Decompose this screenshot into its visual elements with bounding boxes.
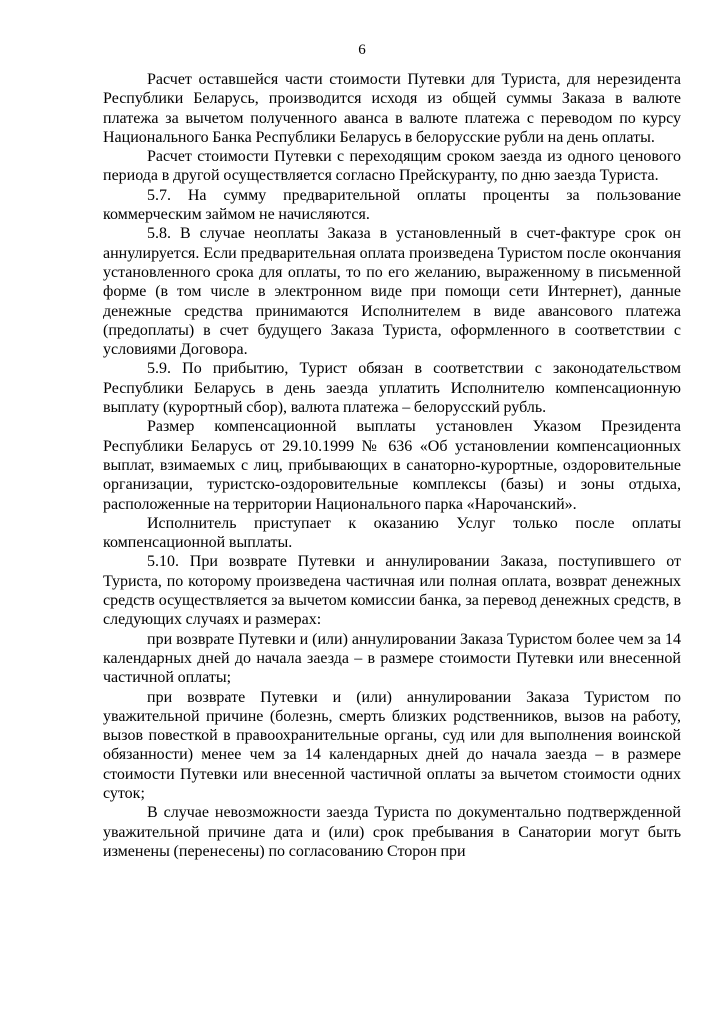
paragraph-5-8: 5.8. В случае неоплаты Заказа в установленный в счет-фактуре срок он аннулируется. Если предварительная оплата произведена Туристом после окончания установленного срока для оплаты, то по его желанию, выраженному в письменной форме (в том числе в электронном виде при помощи сети Интернет), данные денежные средства принимаются Исполнителем в виде авансового платежа (предоплаты) в счет будущего Заказа Туриста, оформленного в соответствии с условиями Договора. — [103, 225, 681, 359]
paragraph-remaining-cost: Расчет оставшейся части стоимости Путевки для Туриста, для нерезидента Республики Беларусь, производится исходя из общей суммы Заказа в валюте платежа за вычетом полученного аванса в валюте платежа с переводом по курсу Национального Банка Республики Беларусь в белорусские рубли на день оплаты. — [103, 71, 681, 146]
paragraph-refund-valid-reason: при возврате Путевки и (или) аннулировании Заказа Туристом по уважительной причине (болезнь, смерть близких родственников, вызов на работу, вызов повесткой в правоохранительные органы, суд или для выполнения воинской обязанности) менее чем за 14 календарных дней до начала заезда – в размере стоимости Путевки или внесенной частичной оплаты за вычетом стоимости одних суток; — [103, 688, 681, 802]
paragraph-impossibility-of-arrival: В случае невозможности заезда Туриста по документально подтвержденной уважительной причине дата и (или) срок пребывания в Санатории могут быть изменены (перенесены) по согласованию Сторон при — [103, 804, 681, 860]
paragraph-compensation-decree: Размер компенсационной выплаты установлен Указом Президента Республики Беларусь от 29.10.1999 № 636 «Об установлении компенсационных выплат, взимаемых с лиц, прибывающих в санаторно-курортные, оздоровительные организации, туристско-оздоровительные комплексы (базы) и зоны отдыха, расположенные на территории Национального парка «Нарочанский». — [103, 418, 681, 513]
document-body — [103, 70, 681, 861]
paragraph-transitional-period: Расчет стоимости Путевки с переходящим сроком заезда из одного ценового периода в другой осуществляется согласно Прейскуранту, по дню заезда Туриста. — [103, 148, 681, 185]
paragraph-5-7: 5.7. На сумму предварительной оплаты проценты за пользование коммерческим займом не начисляются. — [103, 186, 681, 224]
paragraph-5-9: 5.9. По прибытию, Турист обязан в соответствии с законодательством Республики Беларусь в день заезда уплатить Исполнителю компенсационную выплату (курортный сбор), валюта платежа – белорусский рубль. — [103, 360, 681, 417]
paragraph-refund-14-days: при возврате Путевки и (или) аннулировании Заказа Туристом более чем за 14 календарных дней до начала заезда – в размере стоимости Путевки или внесенной частичной оплаты; — [103, 630, 681, 687]
paragraph-services-after-payment: Исполнитель приступает к оказанию Услуг только после оплаты компенсационной выплаты. — [103, 514, 681, 552]
paragraph-5-10: 5.10. При возврате Путевки и аннулировании Заказа, поступившего от Туриста, по которому произведена частичная или полная оплата, возврат денежных средств осуществляется за вычетом комиссии банка, за перевод денежных средств, в следующих случаях и размерах: — [103, 553, 681, 629]
page-number: 6 — [358, 42, 366, 58]
